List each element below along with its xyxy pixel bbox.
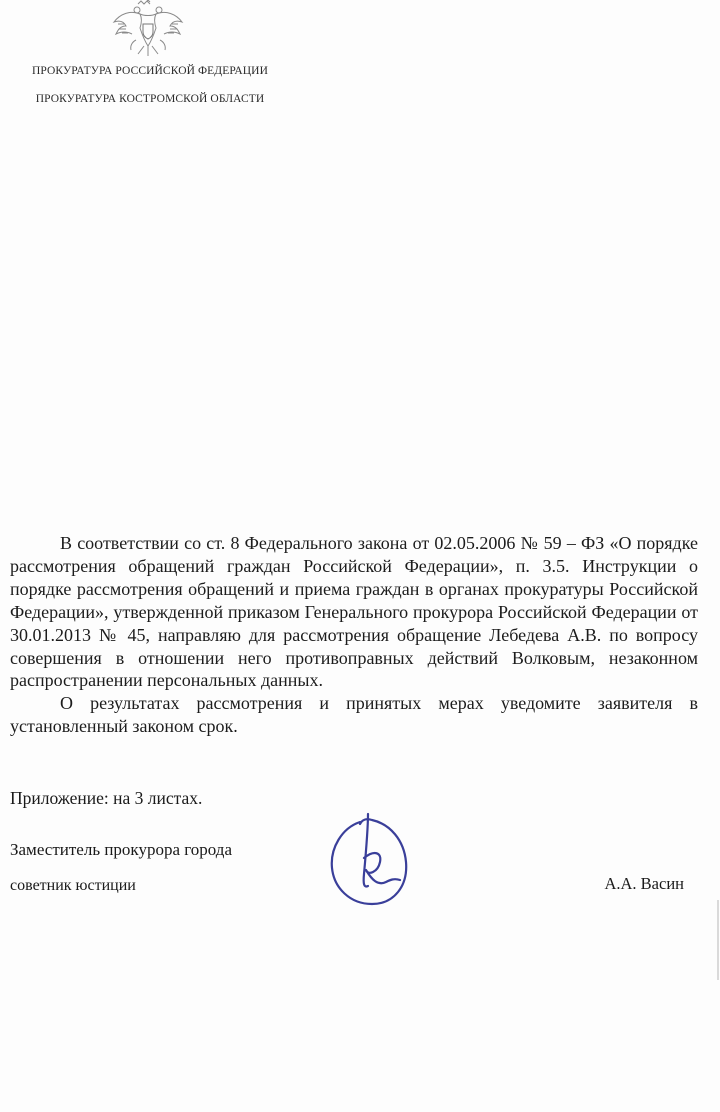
double-headed-eagle-icon [110, 0, 186, 60]
organization-subdivision: ПРОКУРАТУРА КОСТРОМСКОЙ ОБЛАСТИ [35, 93, 265, 105]
scan-edge-mark [716, 900, 720, 980]
organization-name: ПРОКУРАТУРА РОССИЙСКОЙ ФЕДЕРАЦИИ [31, 65, 268, 77]
signatory-rank: советник юстиции [10, 877, 136, 894]
letter-body [10, 532, 698, 738]
signatory-name: А.А. Васин [604, 874, 684, 893]
annex-note: Приложение: на 3 листах. [10, 788, 203, 808]
body-paragraph-2: О результатах рассмотрения и принятых мерах уведомите заявителя в установленный законом срок. [10, 693, 698, 737]
body-paragraph-1: В соответствии со ст. 8 Федерального закона от 02.05.2006 № 59 – ФЗ «О порядке рассмотрения обращений граждан Российской Федерации», п. 3.5. Инструкции о порядке рассмотрения обращений и приема граждан в органах прокуратуры Российской Федерации», утвержденной приказом Генерального прокурора Российской Федерации от 30.01.2013 № 45, направляю для рассмотрения обращение Лебедева А.В. по вопросу совершения в отношении него противоправных действий Волковым, незаконном распространении персональных данных. [10, 533, 698, 691]
handwritten-signature-icon [320, 800, 420, 910]
signatory-position: Заместитель прокурора города [10, 840, 232, 859]
